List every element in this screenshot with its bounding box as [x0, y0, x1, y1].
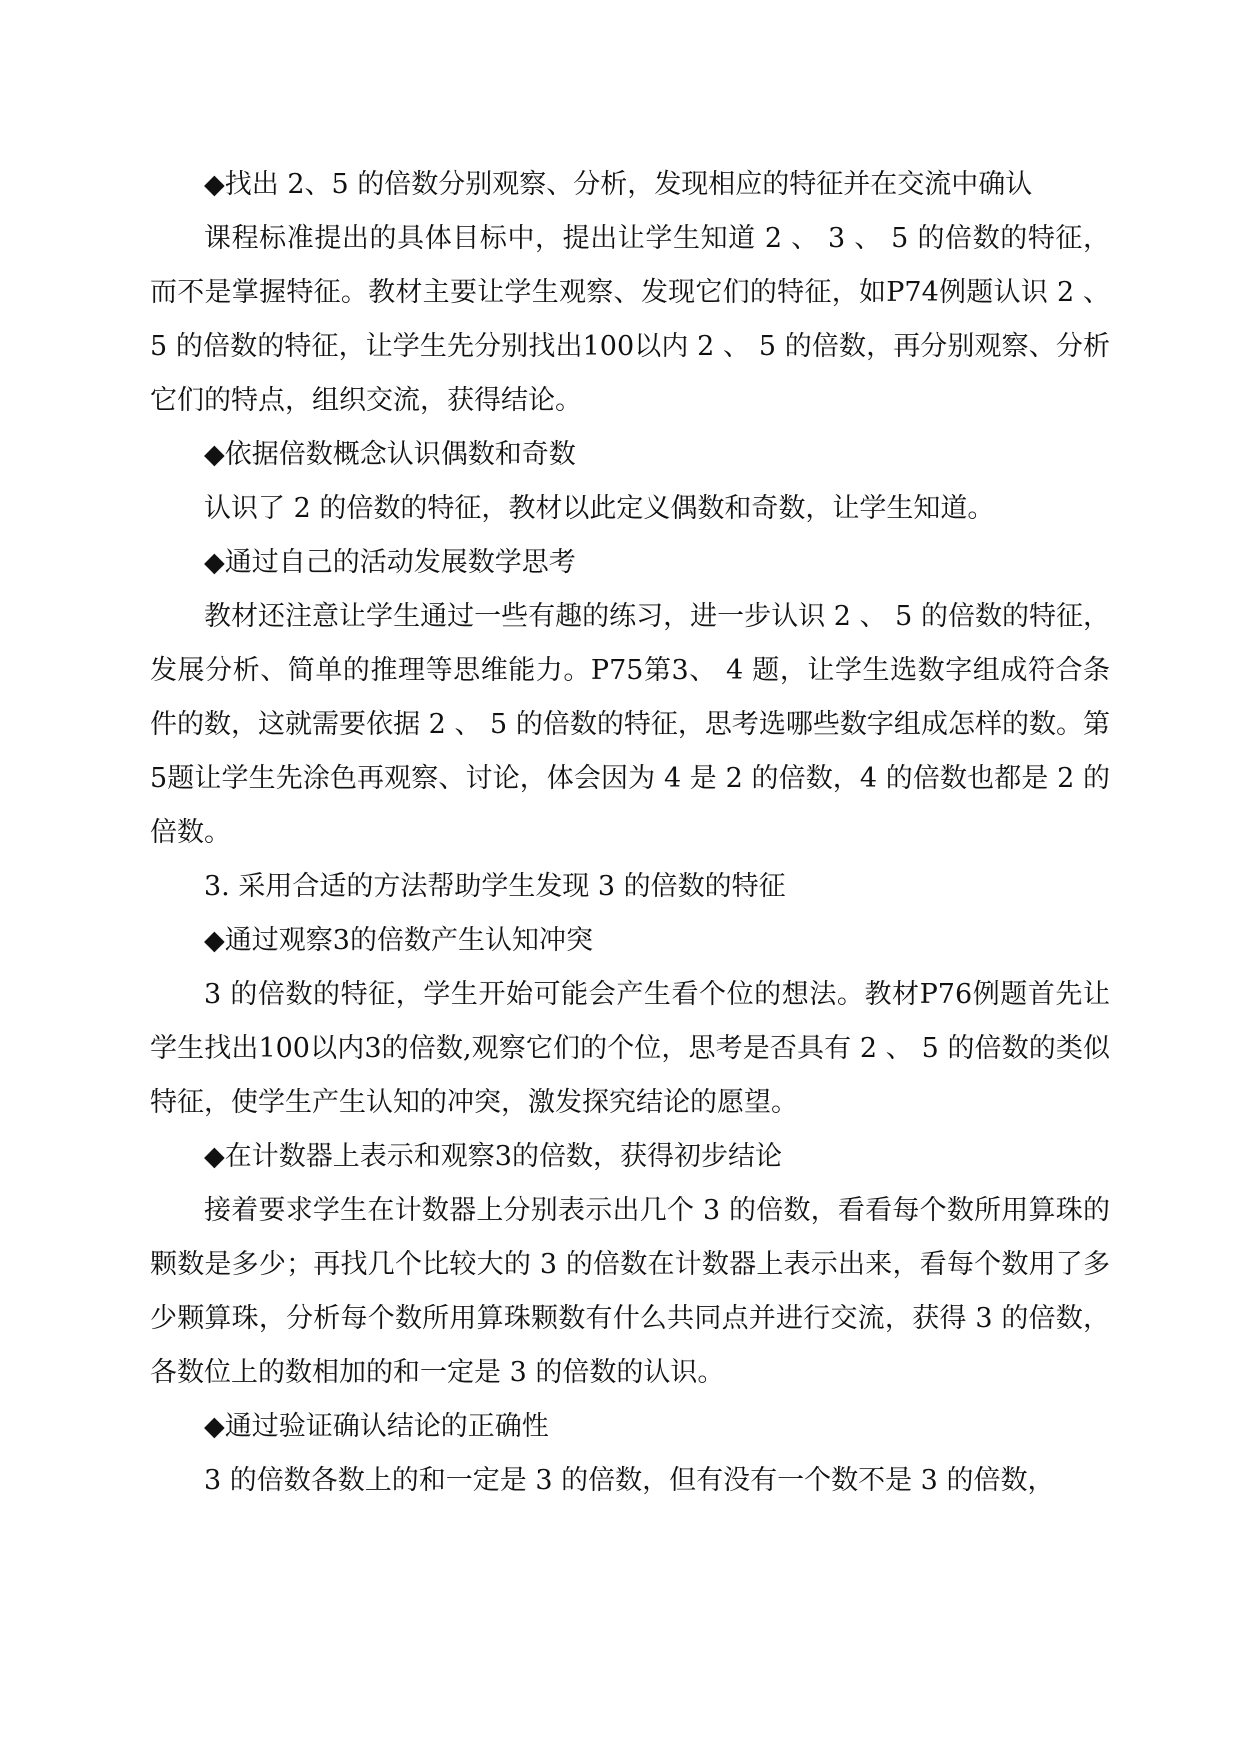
- paragraph-section-3: 3. 采用合适的方法帮助学生发现 3 的倍数的特征: [204, 871, 786, 902]
- paragraph-even-odd: 认识了 2 的倍数的特征，教材以此定义偶数和奇数，让学生知道。: [204, 493, 995, 524]
- paragraph-heading-cognitive-conflict: ◆通过观察3的倍数产生认知冲突: [204, 925, 593, 956]
- paragraph-heading-math-thinking: ◆通过自己的活动发展数学思考: [204, 547, 576, 578]
- paragraph-heading-abacus: ◆在计数器上表示和观察3的倍数，获得初步结论: [204, 1141, 782, 1172]
- paragraph-heading-even-odd: ◆依据倍数概念认识偶数和奇数: [204, 439, 576, 470]
- paragraph-abacus: 接着要求学生在计数器上分别表示出几个 3 的倍数，看看每个数所用算珠的颗数是多少；再找几个比较大的 3 的倍数在计数器上表示出来，看每个数用了多少颗算珠，分析每个数所用算珠颗数有什么共同点并进行交流，获得 3 的倍数，各数位上的数相加的和一定是 3 的倍数的认识。: [150, 1195, 1110, 1388]
- paragraph-heading-find-multiples: ◆找出 2、5 的倍数分别观察、分析，发现相应的特征并在交流中确认: [204, 169, 1033, 200]
- document-body: [150, 158, 1110, 1508]
- paragraph-multiples-of-3: 3 的倍数的特征，学生开始可能会产生看个位的想法。教材P76例题首先让学生找出100以内3的倍数,观察它们的个位，思考是否具有 2 、 5 的倍数的类似特征，使学生产生认知的冲突，激发探究结论的愿望。: [150, 979, 1110, 1118]
- paragraph-exercises: 教材还注意让学生通过一些有趣的练习，进一步认识 2 、 5 的倍数的特征，发展分析、简单的推理等思维能力。P75第3、 4 题，让学生选数字组成符合条件的数，这就需要依据 2 、 5 的倍数的特征，思考选哪些数字组成怎样的数。第5题让学生先涂色再观察、讨论，体会因为 4 是 2 的倍数，4 的倍数也都是 2 的倍数。: [150, 601, 1110, 848]
- paragraph-verification: 3 的倍数各数上的和一定是 3 的倍数，但有没有一个数不是 3 的倍数，: [204, 1465, 1055, 1496]
- paragraph-curriculum-standard: 课程标准提出的具体目标中，提出让学生知道 2 、 3 、 5 的倍数的特征，而不是掌握特征。教材主要让学生观察、发现它们的特征，如P74例题认识 2 、 5 的倍数的特征，让学生先分别找出100以内 2 、 5 的倍数，再分别观察、分析它们的特点，组织交流，获得结论。: [150, 223, 1110, 416]
- paragraph-heading-verification: ◆通过验证确认结论的正确性: [204, 1411, 549, 1442]
